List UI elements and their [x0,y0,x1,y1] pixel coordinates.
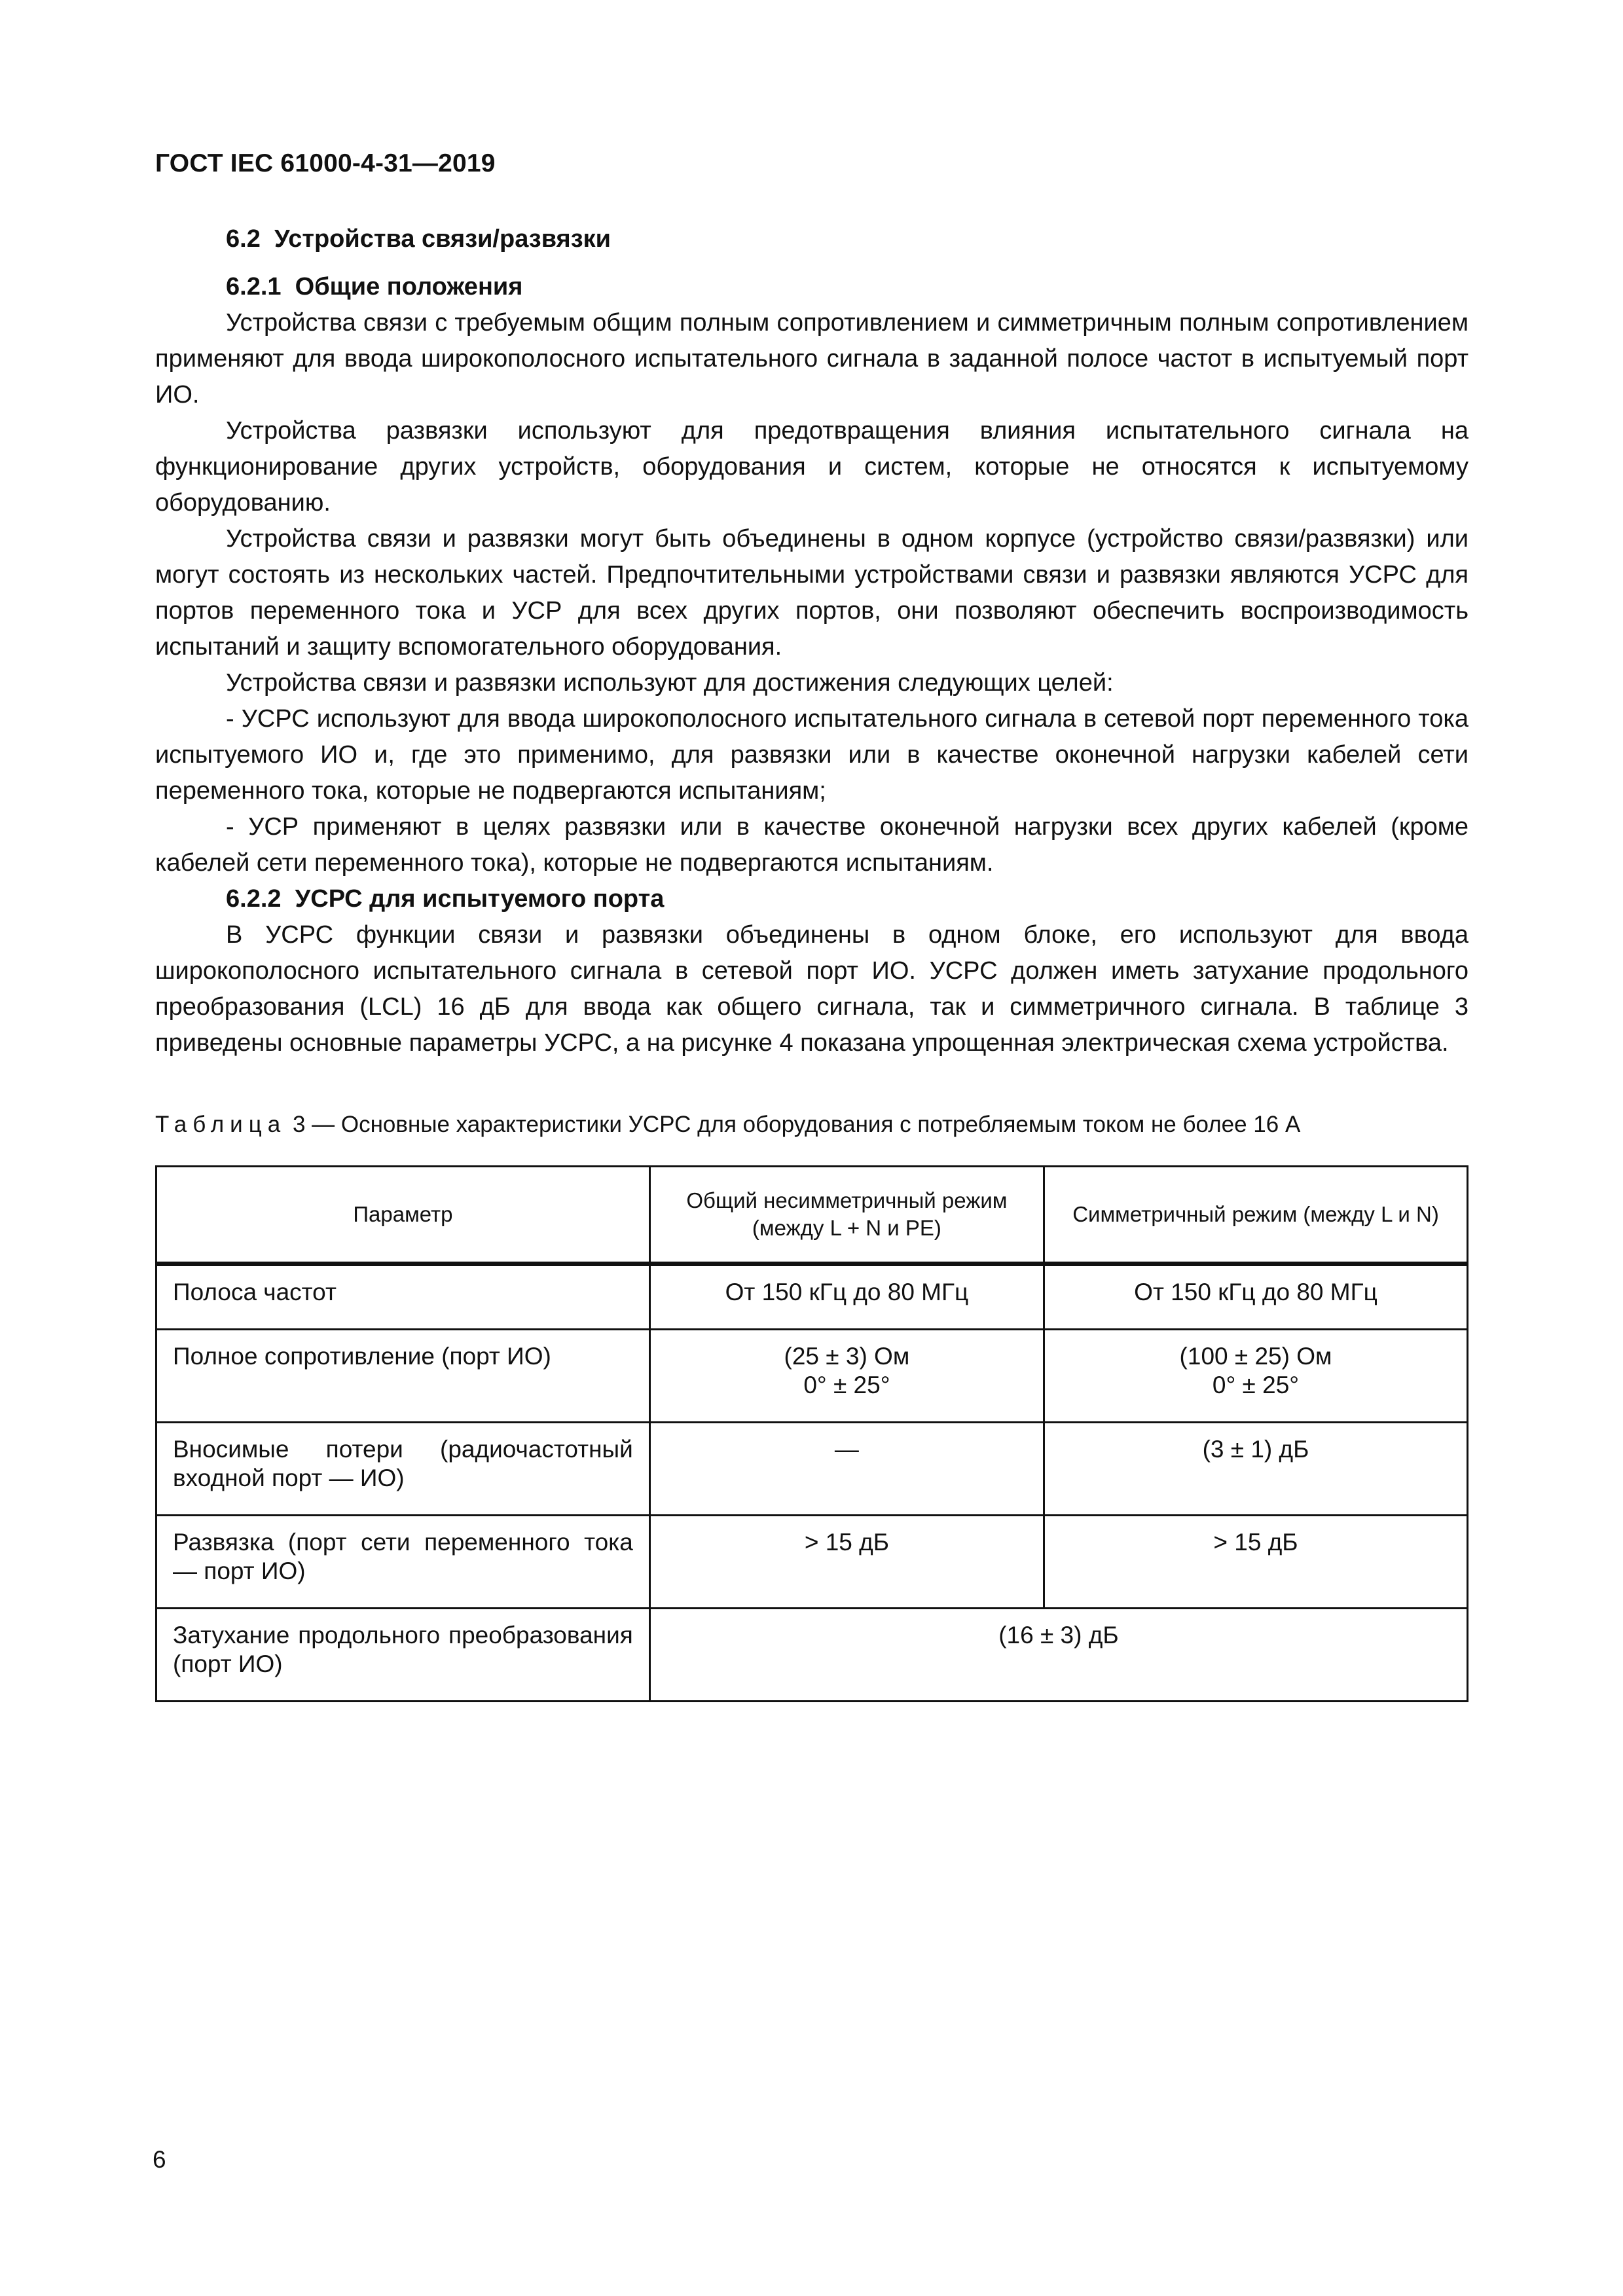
merged-value-cell: (16 ± 3) дБ [649,1609,1467,1702]
section-number: 6.2 [226,225,261,253]
header-param: Параметр [156,1167,650,1264]
section-heading [155,221,1468,257]
common-value-cell: (25 ± 3) Ом 0° ± 25° [649,1330,1044,1423]
common-value-cell: — [649,1423,1044,1516]
page-number: 6 [153,2146,166,2173]
paragraph: Устройства связи с требуемым общим полным сопротивлением и симметричным полным сопротивлением применяют для ввода широкополосного испытательного сигнала в заданной полосе частот в испытуемый порт ИО. [155,309,1468,409]
param-cell: Вносимые потери (радиочастотный входной порт — ИО) [156,1423,650,1516]
param-cell: Затухание продольного преобразования (порт ИО) [156,1609,650,1702]
body-text [155,221,1468,1061]
param-cell: Развязка (порт сети переменного тока — порт ИО) [156,1516,650,1609]
common-value-cell: От 150 кГц до 80 МГц [649,1264,1044,1330]
paragraph: В УСРС функции связи и развязки объединены в одном блоке, его используют для ввода широкополосного испытательного сигнала в сетевой порт ИО. УСРС должен иметь затухание продольного преобразования (LCL) 16 дБ для ввода как общего сигнала, так и симметричного сигнала. В таблице 3 приведены основные параметры УСРС, а на рисунке 4 показана упрощенная электрическая схема устройства. [155,921,1468,1057]
symmetric-value-cell: > 15 дБ [1044,1516,1468,1609]
list-item: - УСР применяют в целях развязки или в качестве оконечной нагрузки всех других кабелей (кроме кабелей сети переменного тока), которые не подвергаются испытаниям. [155,813,1468,877]
table-row [156,1609,1468,1702]
table-row [156,1264,1468,1330]
table-caption-label: Таблица [155,1112,287,1137]
paragraph: Устройства развязки используют для предотвращения влияния испытательного сигнала на функционирование других устройств, оборудования и систем, которые не относятся к испытуемому оборудованию. [155,417,1468,517]
table-caption-text: 3 — Основные характеристики УСРС для оборудования с потребляемым током не более 16 А [292,1112,1301,1137]
table-caption [155,1110,1300,1139]
subsection-number: 6.2.2 [226,885,282,913]
table-row [156,1516,1468,1609]
subsection-heading-6-2-1 [155,269,1468,305]
symmetric-value-cell: От 150 кГц до 80 МГц [1044,1264,1468,1330]
symmetric-value-cell: (3 ± 1) дБ [1044,1423,1468,1516]
paragraph: Устройства связи и развязки могут быть объединены в одном корпусе (устройство связи/развязки) или могут состоять из нескольких частей. Предпочтительными устройствами связи и развязки являются УСРС для портов переменного тока и УСР для всех других портов, они позволяют обеспечить воспроизводимость испытаний и защиту вспомогательного оборудования. [155,525,1468,661]
section-title: Устройства связи/развязки [274,225,611,253]
common-value-cell: > 15 дБ [649,1516,1044,1609]
subsection-title: Общие положения [295,273,523,301]
standard-designation: ГОСТ IEC 61000-4-31—2019 [155,149,496,177]
param-cell: Полоса частот [156,1264,650,1330]
subsection-number: 6.2.1 [226,273,282,301]
table-row [156,1330,1468,1423]
param-cell: Полное сопротивление (порт ИО) [156,1330,650,1423]
paragraph: Устройства связи и развязки используют для достижения следующих целей: [226,669,1114,697]
table-row [156,1423,1468,1516]
symmetric-value-cell: (100 ± 25) Ом 0° ± 25° [1044,1330,1468,1423]
list-item: - УСРС используют для ввода широкополосного испытательного сигнала в сетевой порт переменного тока испытуемого ИО и, где это применимо, для развязки или в качестве оконечной нагрузки кабелей сети переменного тока, которые не подвергаются испытаниям; [155,705,1468,805]
subsection-title: УСРС для испытуемого порта [295,885,665,913]
header-common-mode: Общий несимметричный режим (между L + N и PE) [649,1167,1044,1264]
subsection-heading-6-2-2 [155,881,1468,917]
table-header-row [156,1167,1468,1264]
parameters-table [155,1165,1468,1702]
header-symmetric-mode: Симметричный режим (между L и N) [1044,1167,1468,1264]
